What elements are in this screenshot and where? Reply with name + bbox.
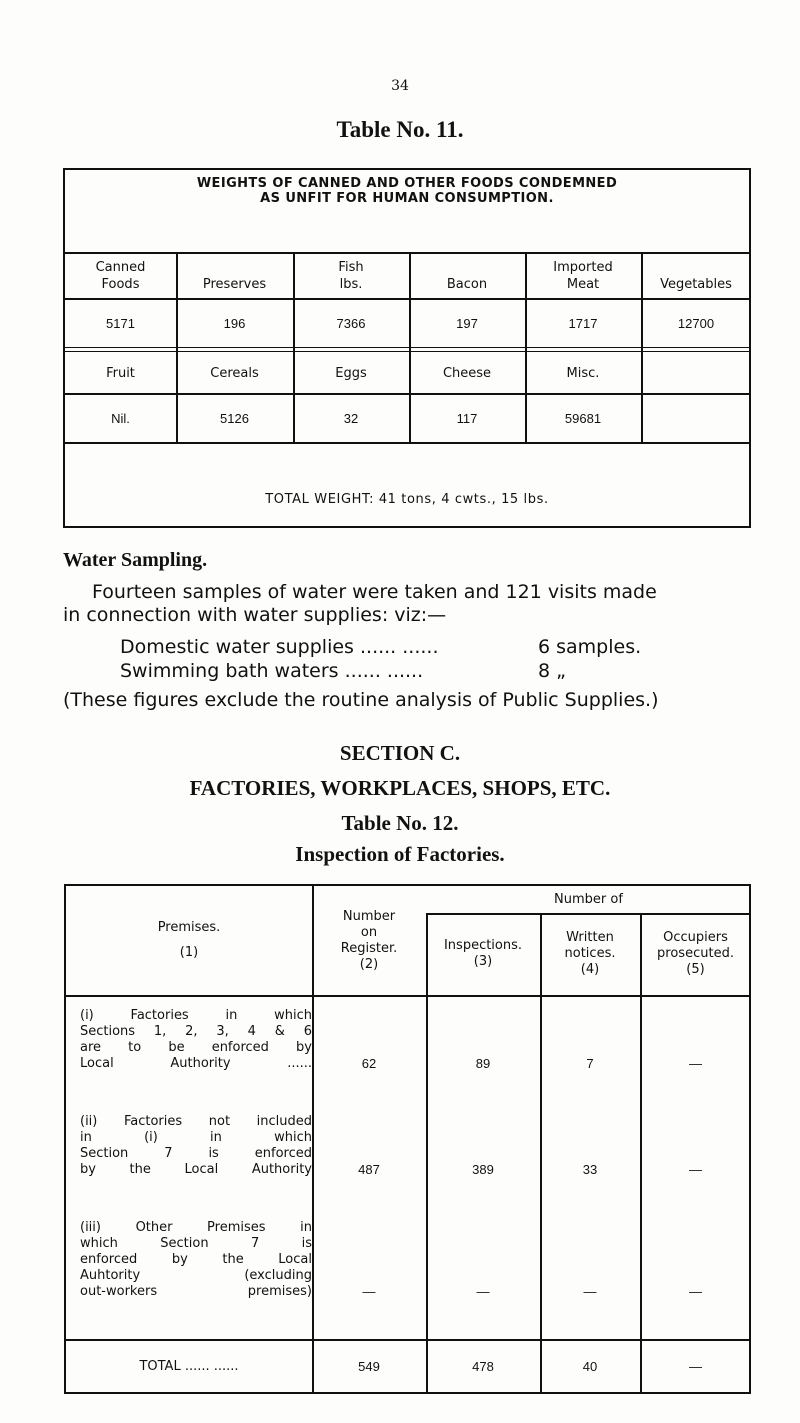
col-header-occupiers-prosecuted [640, 913, 751, 995]
inspection-value: 389 [472, 1162, 494, 1177]
food-header: Eggs [335, 365, 367, 381]
food-weight-value: 59681 [564, 411, 602, 426]
food-weight-value: 196 [223, 316, 246, 331]
premises-row-label [80, 1114, 312, 1178]
water-line2: in connection with water supplies: viz:— [63, 604, 447, 626]
premises-row-label [80, 1008, 312, 1072]
food-weight-value: 7366 [336, 316, 366, 331]
col-header-text: Occupiers [663, 930, 728, 945]
inspection-value: — [689, 1162, 702, 1177]
col-header-number: (2) [359, 956, 379, 972]
page-number: 34 [391, 78, 409, 94]
col-header-register [312, 886, 426, 995]
total-label: TOTAL ...... ...... [139, 1358, 239, 1374]
food-header [641, 254, 751, 298]
inspection-value: 89 [475, 1056, 491, 1071]
food-header: Cereals [210, 365, 259, 381]
table-11-heading [65, 176, 749, 206]
premises-label-line: (i) Factories in which [80, 1008, 312, 1023]
col-header-number: (5) [686, 962, 705, 977]
total-value: — [689, 1358, 702, 1374]
col-header-number-of: Number of [554, 891, 623, 907]
food-header [641, 353, 751, 393]
food-header-text: Fish [338, 260, 364, 275]
food-header-text: Canned [95, 260, 146, 275]
food-header [525, 254, 641, 298]
inspection-value: 62 [361, 1056, 377, 1071]
col-header-text: Premises. [157, 920, 221, 935]
premises-row-label [80, 1220, 312, 1300]
total-weight: TOTAL WEIGHT: 41 tons, 4 cwts., 15 lbs. [265, 492, 549, 507]
total-value: 549 [358, 1358, 380, 1374]
col-header-number: (4) [580, 962, 600, 977]
food-header-text: Bacon [446, 276, 488, 292]
inspection-value: — [689, 1056, 702, 1071]
premises-label-line: Section 7 is enforced [80, 1146, 312, 1161]
inspection-value: — [689, 1284, 702, 1299]
table-11-heading-line2: AS UNFIT FOR HUMAN CONSUMPTION. [260, 191, 554, 206]
food-header-text: Preserves [202, 276, 267, 292]
inspection-value: — [583, 1284, 597, 1299]
inspection-value: 7 [586, 1056, 594, 1071]
total-value: 478 [472, 1358, 494, 1374]
col-header-text: prosecuted. [657, 946, 734, 961]
premises-label-line: out-workers premises) [80, 1284, 312, 1299]
inspection-value: — [362, 1284, 376, 1299]
premises-label-line: enforced by the Local [80, 1252, 312, 1267]
divider [65, 347, 749, 348]
food-header-text: lbs. [339, 277, 363, 292]
table-12-factory-inspections [64, 884, 751, 1394]
food-header-text: Imported [553, 260, 613, 275]
premises-label-line: (iii) Other Premises in [80, 1220, 312, 1235]
table-11-title: Table No. 11. [336, 117, 464, 142]
premises-label-line: which Section 7 is [80, 1236, 312, 1251]
premises-label-line: by the Local Authority [80, 1162, 312, 1177]
food-header: Cheese [442, 365, 492, 381]
premises-label-line: Sections 1, 2, 3, 4 & 6 [80, 1024, 312, 1039]
col-header-text: on [360, 924, 378, 940]
premises-label-line: (ii) Factories not included [80, 1114, 312, 1129]
food-weight-value [641, 395, 751, 442]
col-header-premises [66, 886, 312, 995]
food-weight-value: 1717 [568, 316, 598, 331]
premises-label-line: are to be enforced by [80, 1040, 312, 1055]
inspection-value: 487 [358, 1162, 380, 1177]
domestic-water-label: Domestic water supplies ...... ...... [120, 636, 439, 658]
food-header-text: Vegetables [660, 276, 732, 292]
domestic-water-value: 6 samples. [538, 636, 642, 658]
col-header-text: Inspections. [443, 938, 523, 953]
food-header [65, 254, 176, 298]
food-weight-value: 12700 [677, 316, 715, 331]
water-sampling-heading: Water Sampling. [63, 549, 208, 571]
divider [65, 351, 749, 352]
premises-label-line: Auhtority (excluding [80, 1268, 312, 1283]
food-header-text: Meat [566, 277, 600, 292]
col-header-text: notices. [564, 946, 616, 961]
table-11-heading-line1: WEIGHTS OF CANNED AND OTHER FOODS CONDEMNED [196, 176, 618, 191]
swimming-bath-value: 8 „ [538, 660, 566, 682]
water-line1: Fourteen samples of water were taken and 121 visits made [92, 581, 657, 603]
col-header-text: Register. [340, 940, 398, 956]
divider [65, 442, 749, 444]
col-header-number: (3) [473, 954, 493, 969]
food-header [293, 254, 409, 298]
premises-label-line: in (i) in which [80, 1130, 312, 1145]
premises-label-line: Local Authority ...... [80, 1056, 312, 1071]
inspection-value: 33 [582, 1162, 598, 1177]
col-header-text: Written [566, 930, 614, 945]
table-12-subtitle: Inspection of Factories. [295, 842, 505, 866]
swimming-bath-label: Swimming bath waters ...... ...... [120, 660, 424, 682]
food-weight-value: 197 [456, 316, 478, 331]
inspection-value: — [476, 1284, 490, 1299]
col-header-text: Number [342, 908, 396, 924]
food-weight-value: 32 [343, 411, 359, 426]
food-weight-value: 5126 [220, 411, 249, 426]
food-header: Fruit [106, 365, 135, 381]
col-header-number: (1) [179, 945, 199, 960]
col-header-inspections [426, 913, 540, 995]
total-value: 40 [582, 1358, 598, 1374]
section-subtitle: FACTORIES, WORKPLACES, SHOPS, ETC. [189, 776, 611, 800]
food-header: Misc. [566, 365, 600, 381]
divider [66, 995, 749, 997]
food-header [176, 254, 293, 298]
table-11-condemned-foods [63, 168, 751, 528]
col-header-written-notices [540, 913, 640, 995]
food-weight-value: 117 [456, 411, 478, 426]
table-12-title: Table No. 12. [341, 811, 459, 835]
food-header [409, 254, 525, 298]
food-weight-value: 5171 [106, 316, 135, 331]
section-title: SECTION C. [339, 741, 461, 765]
food-weight-value: Nil. [111, 411, 130, 426]
water-note: (These figures exclude the routine analysis of Public Supplies.) [63, 689, 659, 711]
food-header-text: Foods [101, 277, 140, 292]
